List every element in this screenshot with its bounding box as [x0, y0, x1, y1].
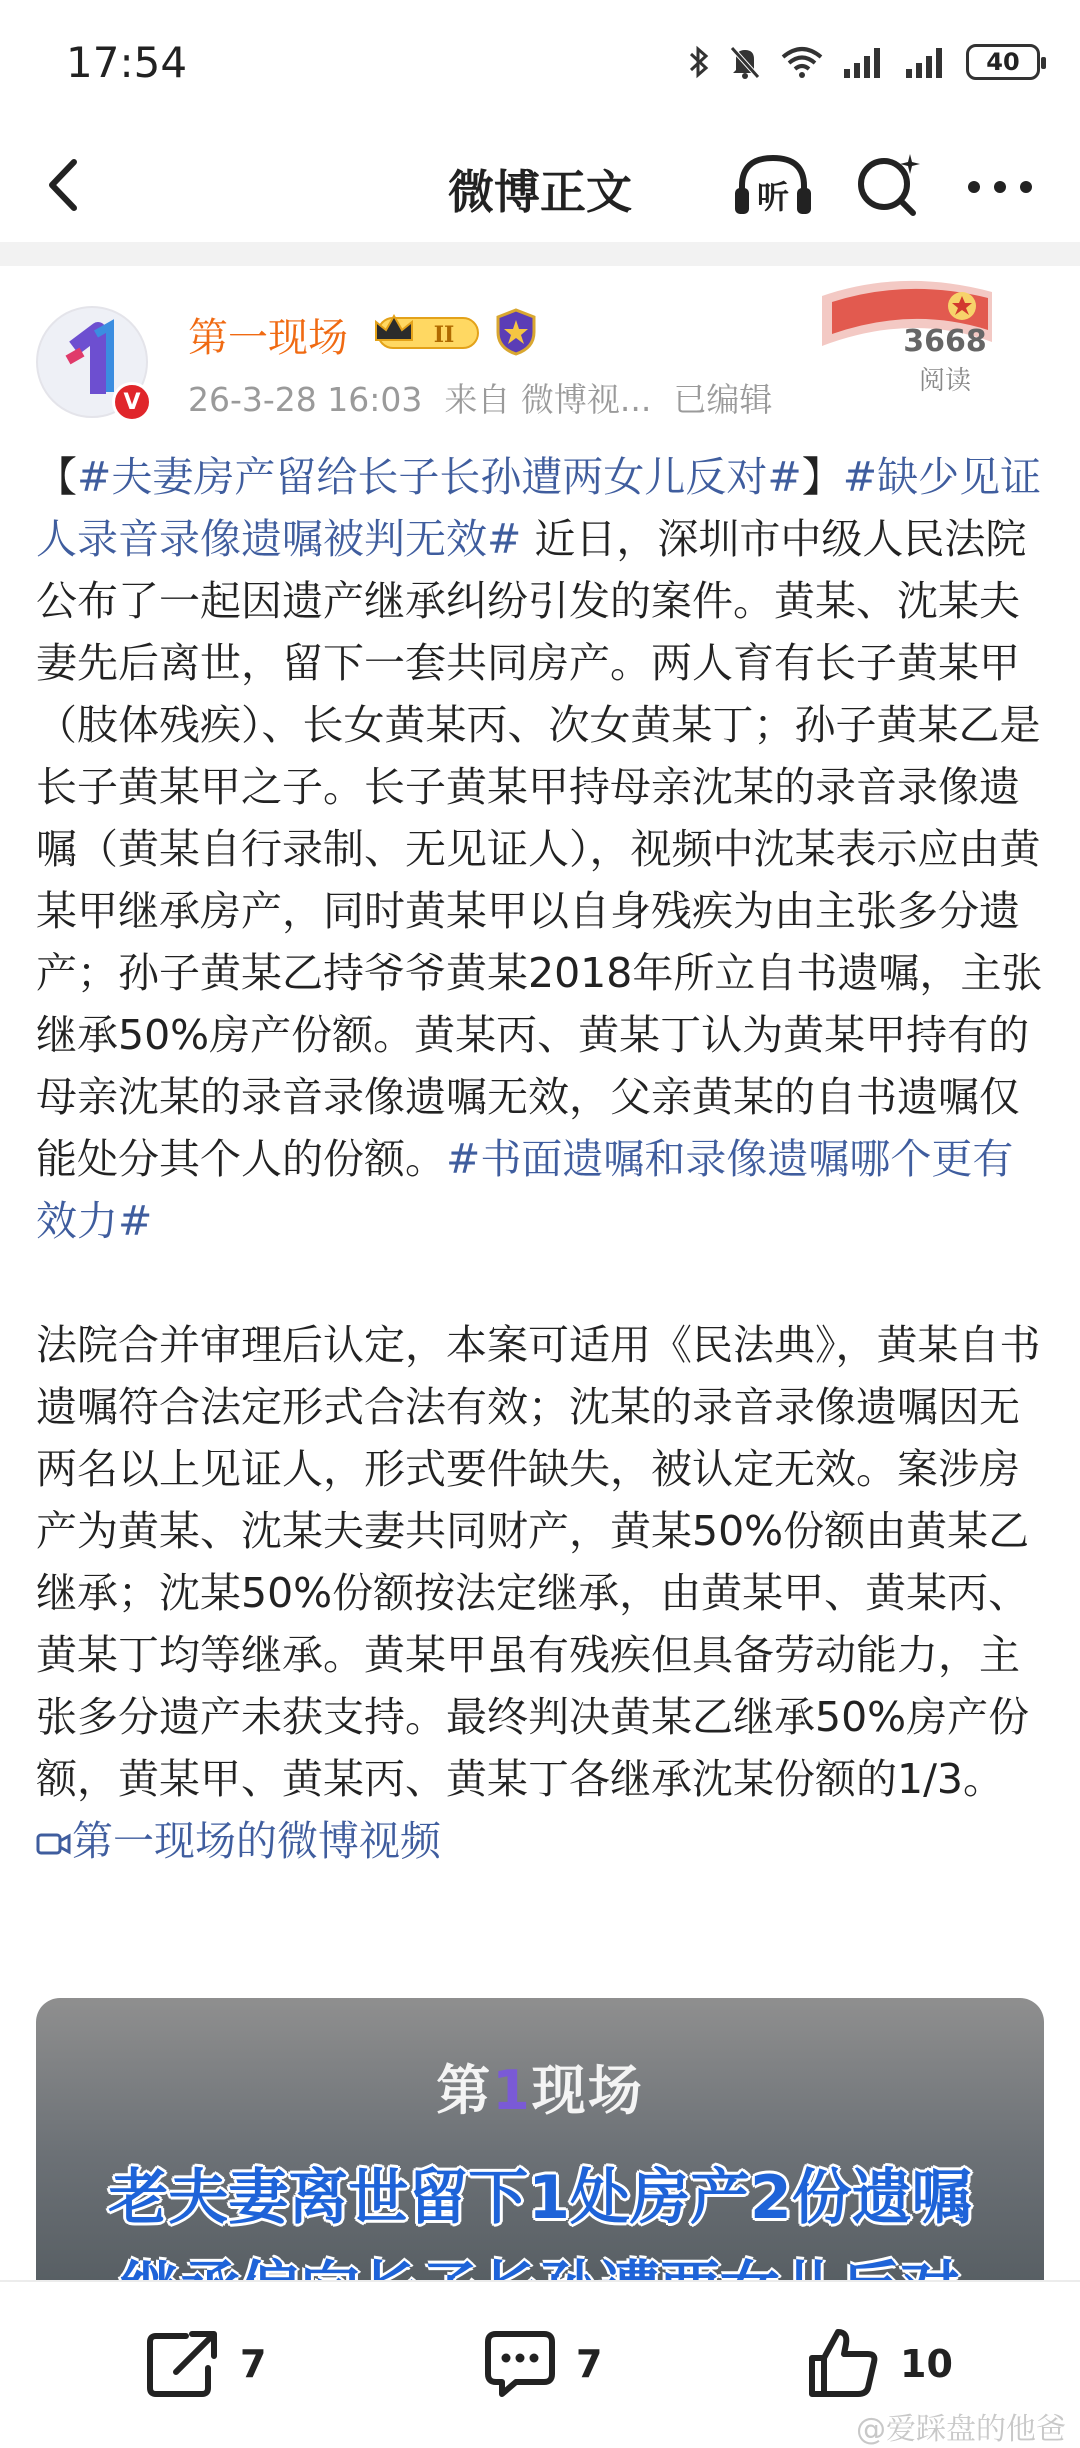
topic-link[interactable]: #书面遗嘱和录像遗嘱哪个更有效力#	[36, 1135, 1014, 1245]
topic-link[interactable]: #夫妻房产留给长子长孙遭两女儿反对#	[77, 453, 802, 501]
topic-link[interactable]: #缺少见证人录音录像遗嘱被判无效#	[36, 453, 1042, 563]
p1-seg-0: 【	[36, 453, 77, 501]
listen-label: 听	[756, 178, 790, 216]
video-logo-num: 1	[492, 2059, 532, 2122]
p1-seg-4: 近日，深圳市中级人民法院公布了一起因遗产继承纠纷引发的案件。黄某、沈某夫妻先后离世，留下一套共同房产。两人育有长子黄某甲（肢体残疾）、长女黄某丙、次女黄某丁；孙子黄某乙是长子黄某甲之子。长子黄某甲持母亲沈某的录音录像遗嘱（黄某自行录制、无见证人），视频中沈某表示应由黄某甲继承房产，同时黄某甲以自身残疾为由主张多分遗产；孙子黄某乙持爷爷黄某2018年所立自书遗嘱，主张继承50%房产份额。黄某丙、黄某丁认为黄某甲持有的母亲沈某的录音录像遗嘱无效，父亲黄某的自书遗嘱仅能处分其个人的份额。	[36, 515, 1043, 1183]
vip-crown-badge[interactable]	[372, 310, 482, 354]
edited-label: 已编辑	[673, 380, 773, 419]
vip-level: II	[433, 322, 455, 348]
post-content	[36, 446, 1046, 1872]
p2-text: 法院合并审理后认定，本案可适用《民法典》，黄某自书遗嘱符合法定形式合法有效；沈某的录音录像遗嘱因无两名以上见证人，形式要件缺失，被认定无效。案涉房产为黄某、沈某夫妻共同财产，黄某50%份额由黄某乙继承；沈某50%份额按法定继承，由黄某甲、黄某丙、黄某丁均等继承。黄某甲虽有残疾但具备劳动能力，主张多分遗产未获支持。最终判决黄某乙继承50%房产份额，黄某甲、黄某丙、黄某丁各继承沈某份额的1/3。	[36, 1321, 1041, 1803]
thumbs-up-icon	[806, 2326, 882, 2402]
search-button[interactable]	[850, 148, 926, 224]
comment-button[interactable]	[482, 2326, 602, 2402]
status-icons	[688, 44, 1040, 80]
status-bar	[0, 0, 1080, 130]
post-source[interactable]: 来自 微博视...	[444, 380, 652, 419]
video-headline: 老夫妻离世留下1处房产2份遗嘱	[108, 2163, 972, 2233]
video-link[interactable]	[36, 1817, 441, 1865]
video-brand-logo	[36, 2048, 1044, 2125]
video-thumbnail[interactable]	[36, 1998, 1044, 2280]
like-button[interactable]	[806, 2326, 953, 2402]
more-button[interactable]	[960, 152, 1040, 222]
post-date: 26-3-28 16:03	[188, 380, 423, 419]
paragraph-spacer	[36, 1252, 1046, 1314]
battery-icon: 40	[966, 44, 1040, 80]
signal-icon	[904, 45, 948, 79]
back-button[interactable]	[34, 150, 94, 220]
comment-count: 7	[576, 2342, 603, 2386]
signal-icon	[842, 45, 886, 79]
share-button[interactable]	[146, 2326, 266, 2402]
share-count: 7	[240, 2342, 267, 2386]
verified-badge: V	[112, 382, 152, 422]
author-row	[0, 266, 1080, 436]
listen-button[interactable]	[730, 148, 816, 222]
p1-seg-2: 】	[801, 453, 843, 501]
post-paragraph-2	[36, 1314, 1046, 1872]
video-logo-suffix: 现场	[531, 2059, 644, 2122]
status-time: 17:54	[66, 38, 188, 87]
video-logo-prefix: 第	[436, 2059, 493, 2122]
video-camera-icon	[36, 1829, 72, 1859]
read-count: 3668	[903, 324, 987, 359]
nav-bar	[0, 130, 1080, 240]
bluetooth-icon	[688, 44, 710, 80]
post-paragraph-1	[36, 446, 1046, 1252]
comment-icon	[482, 2326, 558, 2402]
action-bar	[0, 2280, 1080, 2447]
author-name[interactable]: 第一现场	[188, 315, 348, 361]
section-divider	[0, 242, 1080, 266]
shield-badge-icon[interactable]	[494, 308, 538, 356]
headphones-icon	[730, 148, 816, 222]
like-count: 10	[900, 2342, 953, 2386]
share-icon	[146, 2326, 222, 2402]
wifi-icon	[780, 45, 824, 79]
video-link-label: 第一现场的微博视频	[72, 1817, 441, 1865]
watermark: @爱踩盘的他爸	[856, 2412, 1066, 2447]
post-meta	[188, 374, 772, 421]
page-title: 微博正文	[448, 165, 632, 219]
read-label: 阅读	[918, 366, 971, 396]
mute-bell-icon	[728, 44, 762, 80]
